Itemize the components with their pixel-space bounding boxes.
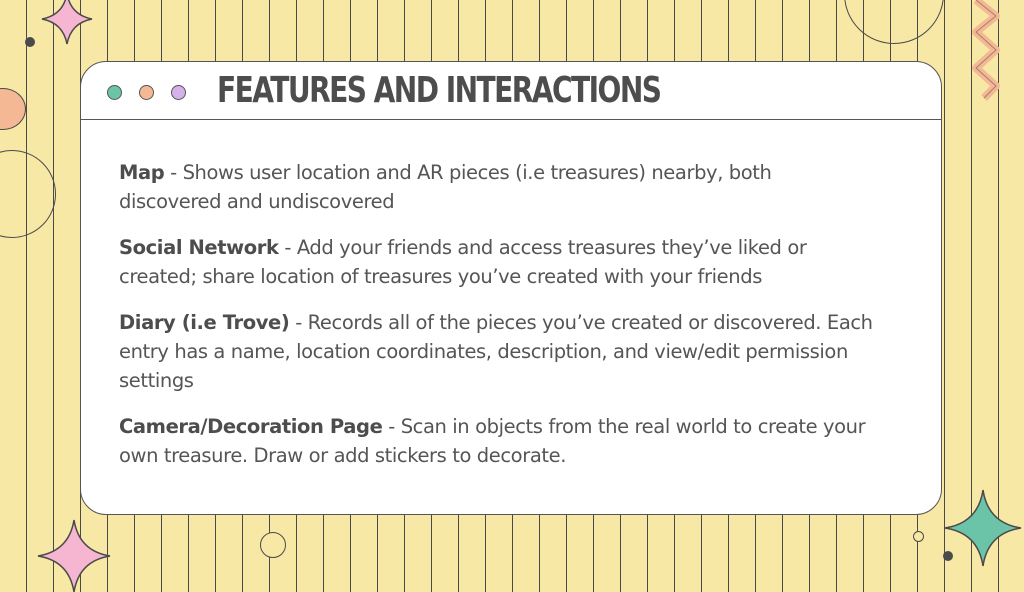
small-dot-decoration bbox=[25, 37, 35, 47]
feature-description: Records all of the pieces you’ve created or discovered. Each entry has a name, location coordinates, description, and view/edit permission settings bbox=[119, 311, 873, 392]
circle-outline-bottom bbox=[260, 532, 286, 558]
teal-star-icon bbox=[945, 490, 1021, 566]
peach-dot-icon bbox=[139, 85, 154, 100]
pink-star-bottom-icon bbox=[38, 520, 110, 592]
window-titlebar bbox=[81, 62, 941, 120]
feature-item-social-network bbox=[119, 233, 879, 291]
feature-term: Diary (i.e Trove) bbox=[119, 311, 290, 334]
feature-term: Social Network bbox=[119, 236, 279, 259]
feature-separator: - bbox=[289, 311, 308, 334]
feature-separator: - bbox=[278, 236, 297, 259]
feature-item-diary bbox=[119, 308, 879, 395]
zigzag-icon bbox=[968, 0, 1008, 100]
small-ring-decoration bbox=[913, 531, 924, 542]
feature-separator: - bbox=[382, 415, 401, 438]
feature-description: Scan in objects from the real world to create your own treasure. Draw or add stickers to decorate. bbox=[119, 415, 866, 467]
feature-list bbox=[119, 158, 879, 487]
pink-star-icon bbox=[42, 0, 92, 44]
feature-item-camera bbox=[119, 412, 879, 470]
peach-half-circle-decoration bbox=[0, 88, 26, 130]
lilac-dot-icon bbox=[171, 85, 186, 100]
teal-dot-icon bbox=[107, 85, 122, 100]
feature-description: Shows user location and AR pieces (i.e treasures) nearby, both discovered and undiscovered bbox=[119, 161, 772, 213]
page-title: FEATURES AND INTERACTIONS bbox=[217, 70, 661, 111]
slide-window bbox=[80, 61, 942, 515]
feature-separator: - bbox=[164, 161, 183, 184]
feature-term: Camera/Decoration Page bbox=[119, 415, 383, 438]
feature-item-map bbox=[119, 158, 879, 216]
circle-outline-top-right bbox=[844, 0, 944, 44]
circle-outline-icon bbox=[0, 150, 56, 238]
feature-term: Map bbox=[119, 161, 165, 184]
feature-description: Add your friends and access treasures they’ve liked or created; share location of treasures you’ve created with your friends bbox=[119, 236, 807, 288]
